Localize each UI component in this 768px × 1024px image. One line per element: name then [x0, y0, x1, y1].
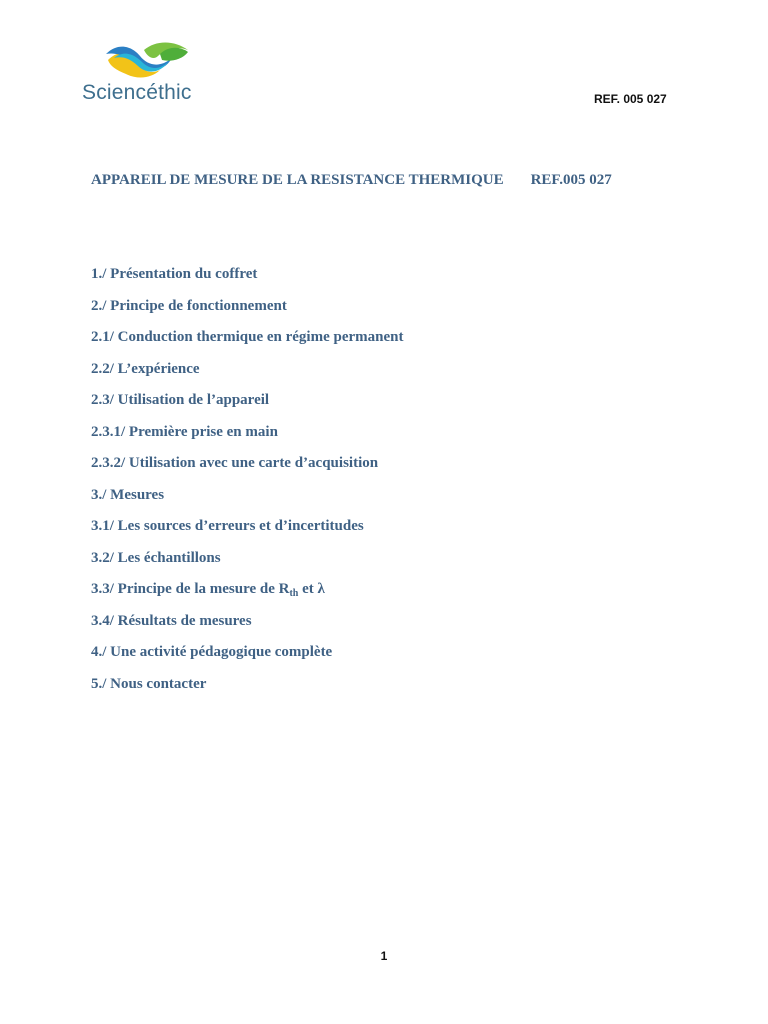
toc-item: 3./ Mesures: [91, 486, 165, 503]
toc-item-subscript: th: [289, 588, 299, 599]
toc-item: 2.2/ L’expérience: [91, 360, 200, 377]
table-of-contents: [91, 266, 403, 707]
page-number: 1: [380, 949, 388, 963]
document-title-reference: REF.005 027: [530, 172, 612, 188]
document-title: [91, 172, 612, 189]
scienceethic-wave-icon: [104, 40, 190, 82]
toc-item: [91, 581, 403, 613]
toc-item: 4./ Une activité pédagogique complète: [91, 644, 333, 660]
toc-item: 2.3.2/ Utilisation avec une carte d’acquisition: [91, 455, 379, 471]
scienceethic-logo: [82, 40, 222, 106]
toc-item: 3.2/ Les échantillons: [91, 549, 221, 566]
header-reference: REF. 005 027: [594, 92, 667, 106]
toc-item: 3.4/ Résultats de mesures: [91, 612, 252, 629]
toc-item: 2.1/ Conduction thermique en régime permanent: [91, 329, 404, 345]
toc-item: 3.1/ Les sources d’erreurs et d’incertitudes: [91, 518, 364, 534]
toc-item: 2.3.1/ Première prise en main: [91, 423, 278, 440]
toc-item-prefix: 3.3/ Principe de la mesure de R: [91, 581, 290, 597]
toc-item: 2./ Principe de fonctionnement: [91, 297, 287, 314]
logo-text: Sciencéthic: [82, 81, 192, 104]
toc-item: 1./ Présentation du coffret: [91, 266, 258, 282]
toc-item-suffix: et λ: [298, 581, 325, 597]
toc-item: 2.3/ Utilisation de l’appareil: [91, 392, 270, 408]
document-title-text: APPAREIL DE MESURE DE LA RESISTANCE THERMIQUE: [91, 172, 504, 188]
toc-item: 5./ Nous contacter: [91, 675, 207, 692]
